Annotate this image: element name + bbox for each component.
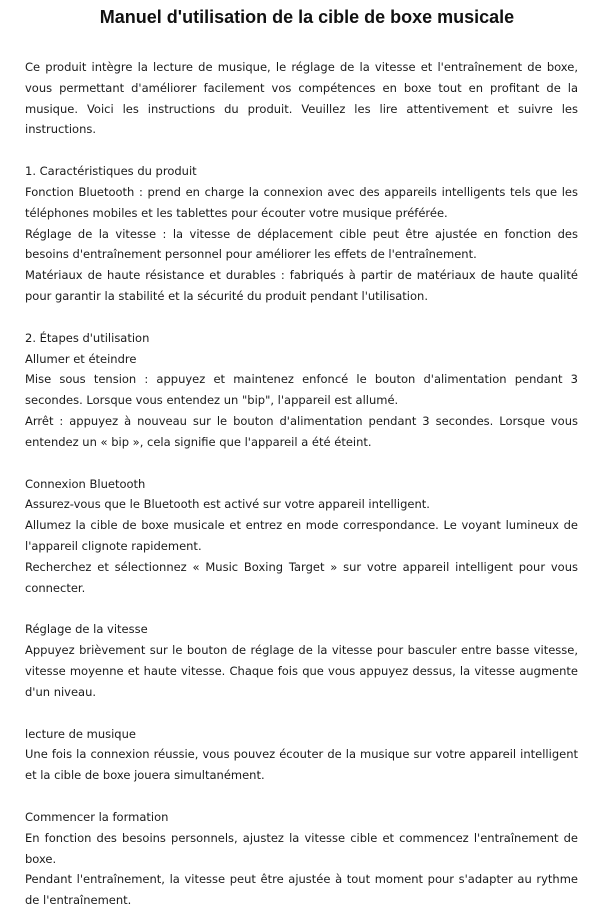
spacer: [25, 140, 578, 161]
subheading-music: lecture de musique: [25, 726, 136, 741]
subheading-training: Commencer la formation: [25, 809, 169, 824]
subheading-speed: Réglage de la vitesse: [25, 622, 148, 637]
section-heading-features: 1. Caractéristiques du produit: [25, 164, 197, 179]
bluetooth-step-2: Allumez la cible de boxe musicale et entrez en mode correspondance. Le voyant lumineux de l'appareil clignote rapidement.: [25, 518, 578, 553]
document-body: [25, 57, 578, 911]
section-heading-usage: 2. Étapes d'utilisation: [25, 330, 150, 345]
power-on-paragraph: Mise sous tension : appuyez et maintenez enfoncé le bouton d'alimentation pendant 3 secondes. Lorsque vous entendez un "bip", l'appareil est allumé.: [25, 372, 578, 408]
training-paragraph-1: En fonction des besoins personnels, ajustez la vitesse cible et commencez l'entraînement de boxe.: [25, 830, 578, 866]
music-paragraph: Une fois la connexion réussie, vous pouvez écouter de la musique sur votre appareil intelligent et la cible de boxe jouera simultanément.: [25, 747, 578, 783]
feature-materials: Matériaux de haute résistance et durables : fabriqués à partir de matériaux de haute qualité pour garantir la stabilité et la sécurité du produit pendant l'utilisation.: [25, 268, 578, 303]
intro-paragraph: Ce produit intègre la lecture de musique, le réglage de la vitesse et l'entraînement de boxe, vous permettant d'améliorer facilement vos compétences en boxe tout en profitant de la musique. Voici les instructions du produit. Veuillez les lire attentivement et suivre les instructions.: [25, 60, 578, 137]
spacer: [25, 703, 578, 724]
spacer: [25, 598, 578, 619]
training-paragraph-2: Pendant l'entraînement, la vitesse peut être ajustée à tout moment pour s'adapter au rythme de l'entraînement.: [25, 872, 578, 908]
bluetooth-step-1: Assurez-vous que le Bluetooth est activé sur votre appareil intelligent.: [25, 497, 430, 512]
feature-speed: Réglage de la vitesse : la vitesse de déplacement cible peut être ajustée en fonction des besoins d'entraînement personnel pour améliorer les effets de l'entraînement.: [25, 226, 578, 262]
speed-paragraph: Appuyez brièvement sur le bouton de réglage de la vitesse pour basculer entre basse vitesse, vitesse moyenne et haute vitesse. Chaque fois que vous appuyez dessus, la vitesse augmente d'un niveau.: [25, 643, 578, 699]
feature-bluetooth: Fonction Bluetooth : prend en charge la connexion avec des appareils intelligents tels que les téléphones mobiles et les tablettes pour écouter votre musique préférée.: [25, 184, 578, 220]
subheading-power: Allumer et éteindre: [25, 351, 137, 366]
page-title: Manuel d'utilisation de la cible de boxe musicale: [99, 7, 515, 27]
bluetooth-step-3: Recherchez et sélectionnez « Music Boxing Target » sur votre appareil intelligent pour vous connecter.: [25, 559, 578, 595]
subheading-bluetooth: Connexion Bluetooth: [25, 476, 146, 491]
spacer: [25, 307, 578, 328]
spacer: [25, 786, 578, 807]
spacer: [25, 453, 578, 474]
power-off-paragraph: Arrêt : appuyez à nouveau sur le bouton d'alimentation pendant 3 secondes. Lorsque vous entendez un « bip », cela signifie que l'appareil a été éteint.: [25, 413, 578, 449]
